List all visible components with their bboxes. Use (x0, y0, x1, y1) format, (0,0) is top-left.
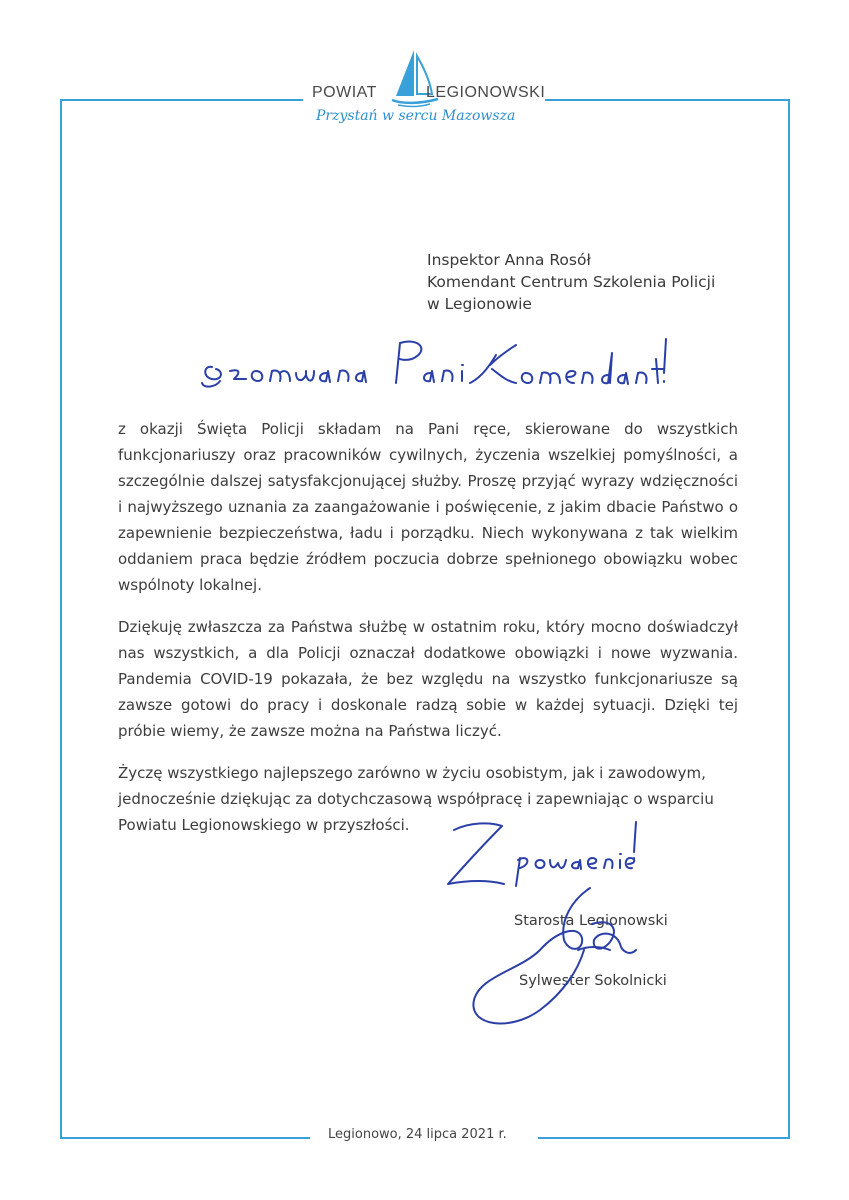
frame-top-right-line (545, 99, 790, 101)
handwritten-signature (460, 880, 690, 1040)
footer-place-date: Legionowo, 24 lipca 2021 r. (328, 1127, 507, 1142)
signer-name: Sylwester Sokolnicki (519, 973, 667, 989)
handwritten-greeting (190, 325, 670, 405)
logo-name-right: LEGIONOWSKI (426, 84, 546, 101)
frame-left-line (60, 99, 62, 1139)
recipient-block (427, 249, 715, 315)
logo-name-left: POWIAT (312, 84, 377, 101)
frame-top-left-line (60, 99, 303, 101)
body-paragraph-2: Dziękuję zwłaszcza za Państwa służbę w ostatnim roku, który mocno doświadczył nas wszystkich, a dla Policji oznaczał dodatkowe obowiązki i nowe wyzwania. Pandemia COVID-19 pokazała, że bez względu na wszystko funkcjonariusze są zawsze gotowi do pracy i doskonale radzą sobie w każdej sytuacji. Dzięki tej próbie wiemy, że zawsze można na Państwa liczyć. (118, 618, 738, 740)
frame-bottom-right-line (538, 1137, 790, 1139)
letter-body (118, 416, 738, 854)
logo-tagline: Przystań w sercu Mazowsza (316, 108, 516, 124)
frame-bottom-left-line (60, 1137, 310, 1139)
recipient-position: Komendant Centrum Szkolenia Policji (427, 273, 716, 291)
frame-right-line (788, 99, 790, 1139)
recipient-name: Inspektor Anna Rosół (427, 251, 591, 269)
body-paragraph-1: z okazji Święta Policji składam na Pani ręce, skierowane do wszystkich funkcjonariuszy oraz pracowników cywilnych, życzenia wszelkiej pomyślności, a szczególnie dalszej satysfakcjonującej służby. Proszę przyjąć wyrazy wdzięczności i najwyższego uznania za zaangażowanie i poświęcenie, z jakim dbacie Państwo o zapewnienie bezpieczeństwa, ładu i porządku. Niech wykonywana z tak wielkim oddaniem praca będzie źródłem poczucia dobrze spełnionego obowiązku wobec wspólnoty lokalnej. (118, 420, 738, 594)
body-paragraph-3: Życzę wszystkiego najlepszego zarówno w życiu osobistym, jak i zawodowym, jednocześnie dziękując za dotychczasową współpracę i zapewniając o wsparciu Powiatu Legionowskiego w przyszłości. (118, 764, 714, 834)
signer-title: Starosta Legionowski (514, 913, 668, 929)
recipient-location: w Legionowie (427, 295, 532, 313)
letterhead-logo (310, 48, 546, 138)
